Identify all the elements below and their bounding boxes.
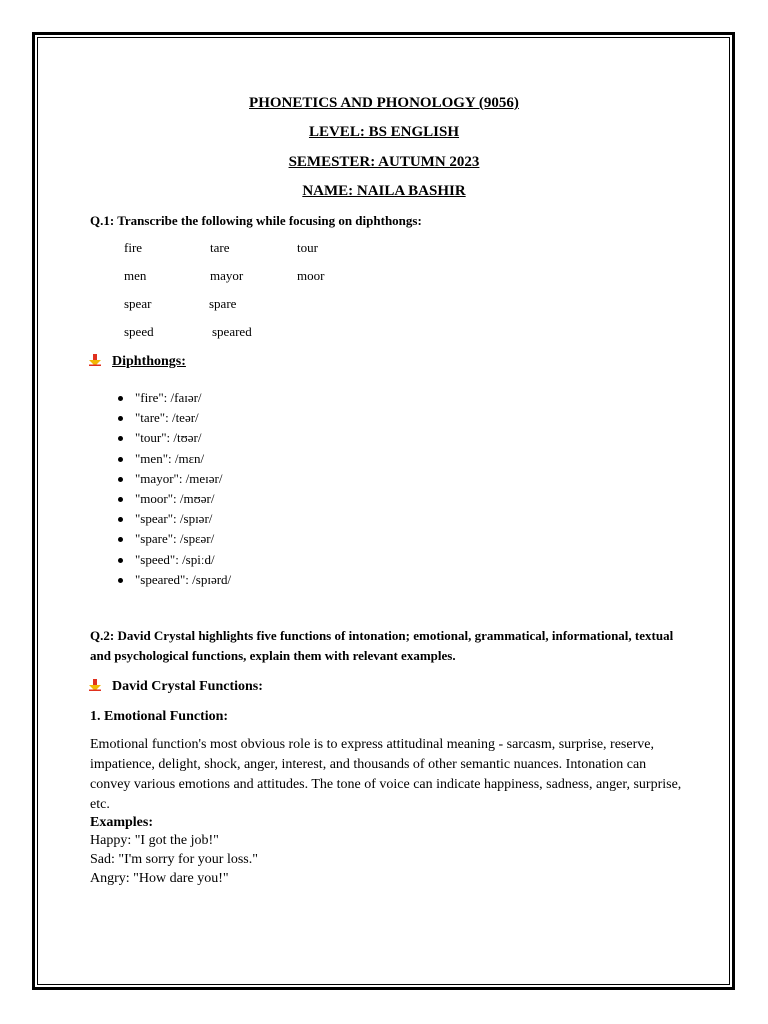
bullet-dot (118, 416, 123, 421)
examples-label: Examples: (90, 815, 153, 830)
list-item-text: "spare": /spɛər/ (135, 531, 215, 547)
word-mayor: mayor (210, 268, 244, 283)
bullet-dot (118, 558, 123, 563)
down-arrow-icon (88, 678, 102, 692)
word-spare: spare (209, 296, 237, 311)
example-angry: Angry: "How dare you!" (90, 871, 229, 886)
question-2-prompt: Q.2: David Crystal highlights five functions of intonation; emotional, grammatical, informational, textual and psychological functions, explain them with relevant examples. (90, 628, 674, 663)
question-1-prompt: Q.1: Transcribe the following while focusing on diphthongs: (90, 213, 422, 228)
list-item (118, 550, 231, 570)
list-item-text: "fire": /faɪər/ (135, 390, 202, 405)
word-speed: speed (124, 324, 154, 339)
down-arrow-icon (88, 353, 102, 367)
diphthongs-heading: Diphthongs: (112, 354, 186, 369)
crystal-functions-heading: David Crystal Functions: (112, 679, 263, 694)
student-name-line: NAME: NAILA BASHIR (302, 183, 466, 199)
bullet-dot (118, 497, 123, 502)
diphthong-list (118, 388, 231, 590)
list-item (118, 509, 231, 529)
bullet-dot (118, 457, 123, 462)
list-item-text: "moor": /mʊər/ (135, 490, 215, 506)
list-item (118, 428, 231, 448)
bullet-dot (118, 477, 123, 482)
word-moor: moor (297, 268, 325, 283)
word-speared: speared (212, 324, 252, 339)
bullet-dot (118, 396, 123, 401)
word-spear: spear (124, 296, 152, 311)
list-item (118, 570, 231, 590)
list-item (118, 469, 231, 489)
emotional-paragraph: Emotional function's most obvious role is to express attitudinal meaning - sarcasm, surprise, reserve, impatience, delight, shock, anger, interest, and thousands of other semantic nuances. Intonation can convey various emotions and attitudes. The tone of voice can indicate happiness, sadness, anger, surprise, etc. (90, 737, 682, 812)
list-item (118, 449, 231, 469)
example-sad: Sad: "I'm sorry for your loss." (90, 852, 258, 867)
bullet-dot (118, 517, 123, 522)
example-happy: Happy: "I got the job!" (90, 833, 219, 848)
list-item-text: "mayor": /meɪər/ (135, 470, 223, 486)
bullet-dot (118, 436, 123, 441)
word-fire: fire (124, 240, 143, 255)
bullet-dot (118, 537, 123, 542)
list-item-text: "tour": /tʊər/ (135, 430, 202, 446)
list-item-text: "speared": /spɪərd/ (135, 571, 232, 587)
list-item (118, 529, 231, 549)
list-item (118, 408, 231, 428)
list-item-text: "men": /mɛn/ (135, 450, 205, 466)
course-title: PHONETICS AND PHONOLOGY (9056) (249, 95, 519, 111)
list-item-text: "spear": /spɪər/ (135, 511, 213, 527)
word-tare: tare (210, 240, 230, 255)
list-item (118, 388, 231, 408)
word-men: men (124, 268, 147, 283)
level-line: LEVEL: BS ENGLISH (308, 124, 460, 140)
bullet-dot (118, 578, 123, 583)
list-item (118, 489, 231, 509)
list-item-text: "speed": /spiːd/ (135, 551, 215, 567)
semester-line: SEMESTER: AUTUMN 2023 (288, 154, 480, 170)
section-title-emotional: 1. Emotional Function: (90, 709, 229, 724)
list-item-text: "tare": /teər/ (135, 410, 199, 426)
word-tour: tour (297, 240, 318, 255)
